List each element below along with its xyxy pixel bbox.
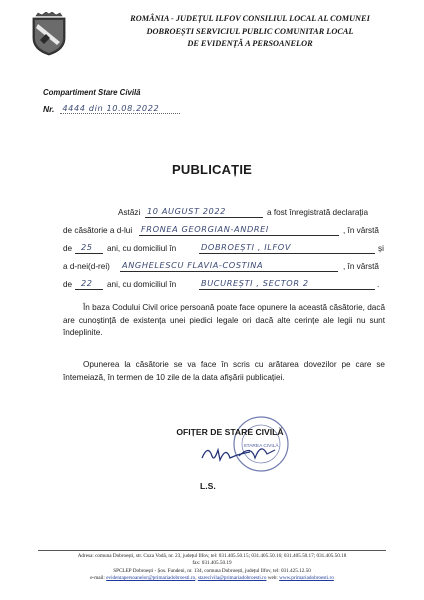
footer-contact <box>30 553 394 582</box>
web-prefix: web: <box>267 574 278 581</box>
text-domicile-2: ani, cu domiciliul în <box>107 280 177 289</box>
opposition-paragraph: În baza Codului Civil orice persoană poate face opunere la această căsătorie, dacă are cunoștință de existența unei piedici legale ori dacă alte cerințe ale legii nu sunt îndeplinite. <box>63 303 385 338</box>
footer-divider <box>38 550 386 551</box>
groom-domicile-value: DOBROEȘTI , ILFOV <box>201 242 292 252</box>
stamp-text: STAREA CIVILĂ <box>243 444 279 449</box>
text-domicile-1: ani, cu domiciliul în <box>107 244 177 253</box>
ls-label: L.S. <box>200 481 216 491</box>
text-de-1: de <box>63 244 73 253</box>
officer-title: OFIȚER DE STARE CIVILĂ <box>176 427 284 437</box>
text-age-2: , în vârstă <box>343 262 379 271</box>
procedure-paragraph: Opunerea la căsătorie se va face în scris cu arătarea dovezilor pe care se întemeiază, în termen de 10 zile de la data afișării publicației. <box>63 360 385 382</box>
signature-icon <box>198 440 258 466</box>
coat-of-arms-icon <box>30 12 68 56</box>
header-line-2: DOBROEȘTI SERVICIUL PUBLIC COMUNITAR LOCAL <box>146 26 354 36</box>
nr-label: Nr. <box>43 104 55 114</box>
text-registered: a fost înregistrată declarația <box>267 208 369 217</box>
text-mrs: a d-nei(d-rei) <box>63 262 110 271</box>
bride-age-field <box>75 277 103 290</box>
text-astazi: Astăzi <box>118 208 141 217</box>
text-period: . <box>377 280 380 289</box>
groom-name-field <box>139 223 339 236</box>
bride-age-value: 22 <box>81 278 93 288</box>
email-link-1[interactable]: evidentapersoanelor@primariadobroesti.ro <box>106 574 196 581</box>
date-field <box>145 205 263 218</box>
text-marriage-of: de căsătorie a d-lui <box>63 226 133 235</box>
registration-number <box>43 103 180 114</box>
website-link[interactable]: www.primariadobroesti.ro <box>279 574 334 581</box>
groom-domicile-field <box>199 241 375 254</box>
groom-age-value: 25 <box>81 242 93 252</box>
email-prefix: e-mail: <box>90 574 105 581</box>
footer-contacts-line: e-mail: evidentapersoanelor@primariadobroesti.ro, starecivila@primariadobroesti.ro web: www.primariadobroesti.ro <box>90 574 334 581</box>
bride-domicile-value: BUCUREȘTI , SECTOR 2 <box>201 278 309 288</box>
email-link-2[interactable]: starecivila@primariadobroesti.ro <box>197 574 267 581</box>
header-line-1: ROMÂNIA - JUDEȚUL ILFOV CONSILIUL LOCAL AL COMUNEI <box>130 14 370 23</box>
institution-header <box>80 13 420 51</box>
nr-value: 4444 din 10.08.2022 <box>60 103 180 114</box>
department-label: Compartiment Stare Civilă <box>43 88 141 97</box>
footer-spclep: SPCLEP Dobroești - Șos. Fundeni, nr. 134, comuna Dobroești, județul Ilfov, tel: 031.425.12.50 <box>113 567 311 574</box>
bride-name-field <box>120 259 338 272</box>
footer-fax: fax: 031.405.50.19 <box>192 560 232 567</box>
date-value: 10 AUGUST 2022 <box>147 206 226 216</box>
bride-domicile-field <box>199 277 375 290</box>
footer-address: Adresa: comuna Dobroești, str. Cuza Vodă, nr. 23, județul Ilfov, tel: 031.405.50.15; 031.405.50.16; 031.405.50.17; 031.405.50.18 <box>77 553 347 559</box>
text-de-2: de <box>63 280 73 289</box>
text-and: și <box>378 244 384 253</box>
header-line-3: DE EVIDENȚĂ A PERSOANELOR <box>187 39 313 48</box>
groom-name-value: FRONEA GEORGIAN-ANDREI <box>141 224 269 234</box>
document-title: PUBLICAȚIE <box>172 162 252 177</box>
groom-age-field <box>75 241 103 254</box>
text-age-1: , în vârstă <box>343 226 379 235</box>
bride-name-value: ANGHELESCU FLAVIA-COSTINA <box>122 260 264 270</box>
